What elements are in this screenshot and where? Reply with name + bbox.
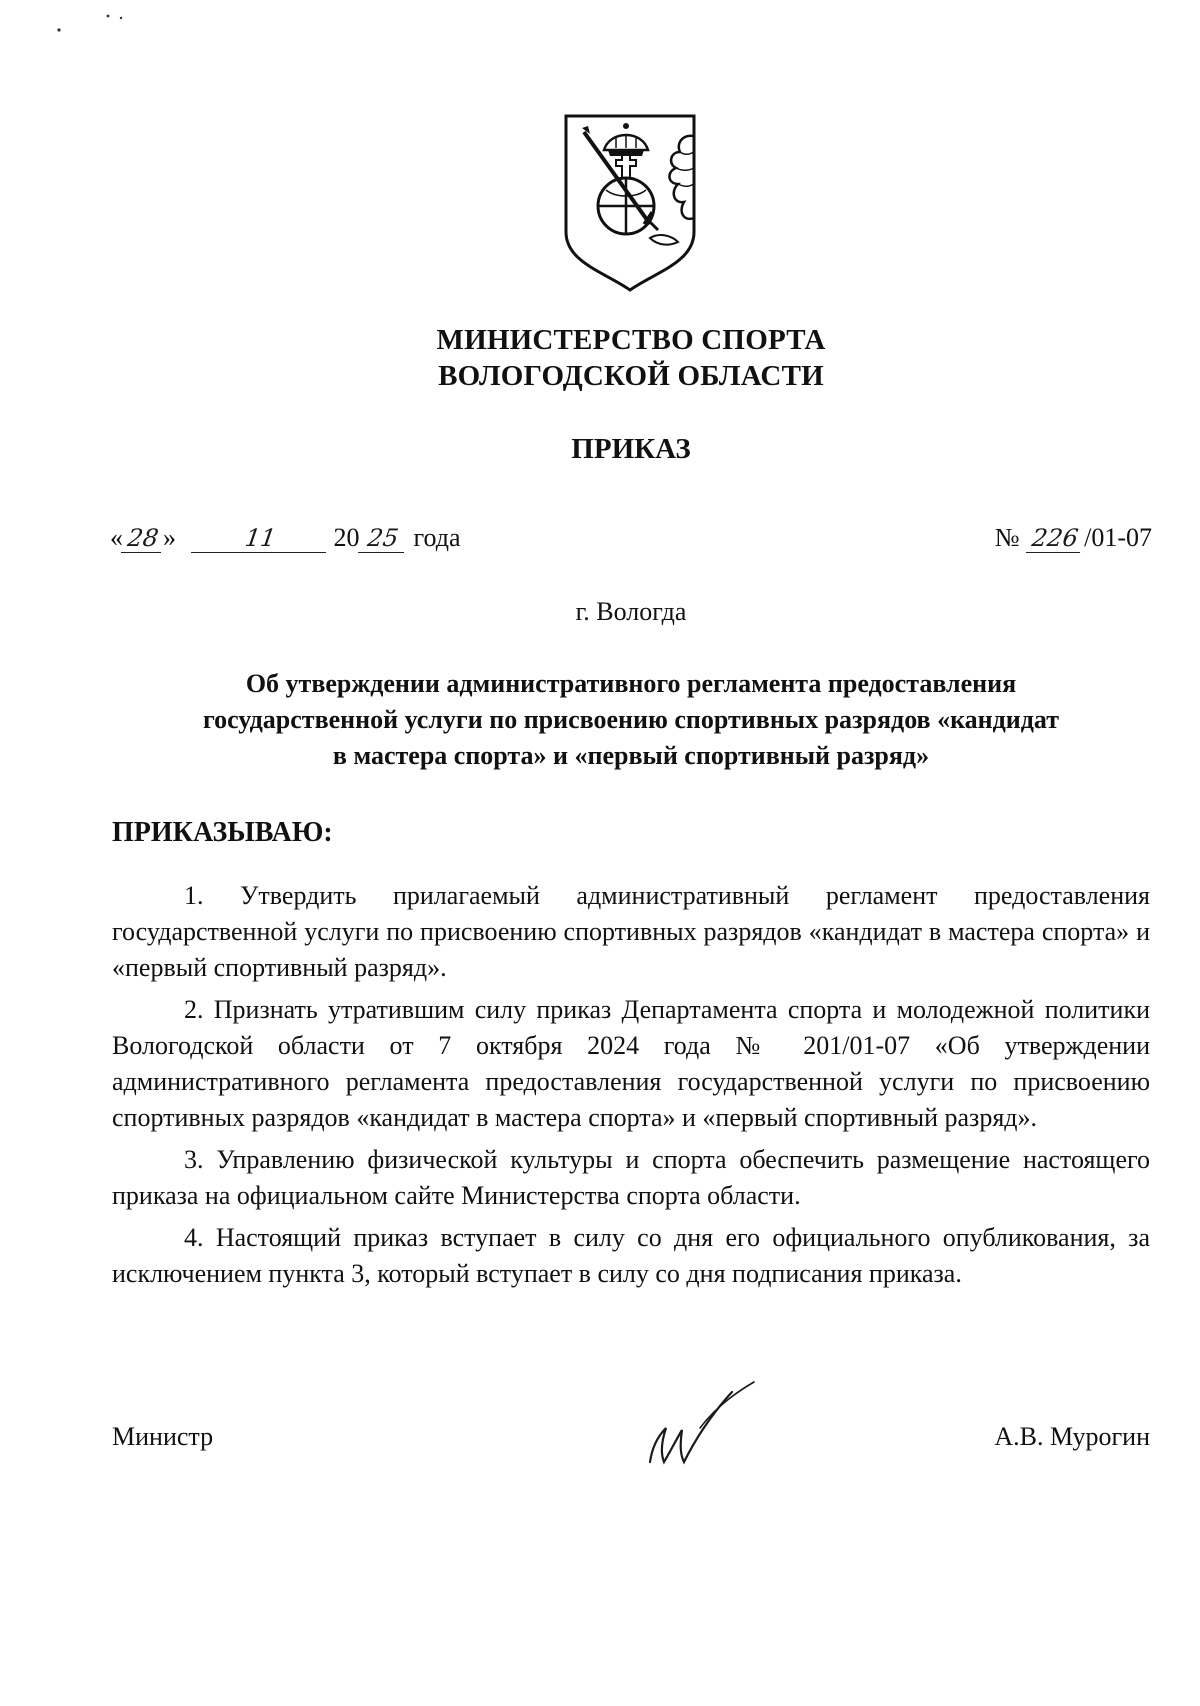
document-date	[110, 521, 461, 555]
ministry-heading-line: ВОЛОГОДСКОЙ ОБЛАСТИ	[438, 360, 824, 392]
date-year-word: года	[413, 523, 461, 552]
scan-artifact-dots	[55, 8, 145, 38]
number-sign: №	[994, 523, 1020, 552]
signatory-title: Министр	[112, 1422, 214, 1451]
date-open-quote: «	[110, 523, 123, 552]
signature-block	[112, 1420, 1150, 1460]
ministry-heading-line: МИНИСТЕРСТВО СПОРТА	[436, 324, 826, 356]
vologda-coat-of-arms-icon	[560, 112, 700, 294]
title-line: Об утверждении административного регламента предоставления	[245, 669, 1017, 698]
date-year-suffix: 25	[357, 524, 407, 553]
date-close-quote: »	[163, 523, 176, 552]
number-value: 226	[1026, 524, 1084, 553]
date-year-prefix: 20	[333, 523, 360, 552]
date-day: 28	[121, 524, 165, 553]
title-line: государственной услуги по присвоению спортивных разрядов «кандидат	[202, 705, 1060, 734]
title-line: в мастера спорта» и «первый спортивный разряд»	[332, 741, 930, 770]
number-suffix: /01-07	[1084, 523, 1152, 552]
signatory-name: А.В. Мурогин	[994, 1422, 1150, 1451]
order-item: 3. Управлению физической культуры и спорта обеспечить размещение настоящего приказа на официальном сайте Министерства спорта области.	[112, 1145, 1150, 1210]
document-city: г. Вологда	[575, 597, 687, 626]
ministry-heading	[0, 322, 1200, 394]
handwritten-signature-icon	[640, 1378, 760, 1470]
order-word: ПРИКАЗЫВАЮ:	[112, 817, 333, 848]
date-month: 11	[190, 524, 329, 553]
document-type: ПРИКАЗ	[571, 433, 691, 465]
order-item: 2. Признать утратившим силу приказ Департамента спорта и молодежной политики Вологодской области от 7 октября 2024 года № 201/01-07 «Об утверждении административного регламента предоставления государственной услуги по присвоению спортивных разрядов «кандидат в мастера спорта» и «первый спортивный разряд».	[112, 995, 1150, 1132]
order-items	[112, 878, 1150, 1298]
order-item: 4. Настоящий приказ вступает в силу со дня его официального опубликования, за исключением пункта 3, который вступает в силу со дня подписания приказа.	[112, 1223, 1150, 1288]
document-title	[150, 666, 1112, 774]
document-number	[995, 521, 1152, 555]
order-item: 1. Утвердить прилагаемый административный регламент предоставления государственной услуги по присвоению спортивных разрядов «кандидат в мастера спорта» и «первый спортивный разряд».	[112, 881, 1150, 982]
